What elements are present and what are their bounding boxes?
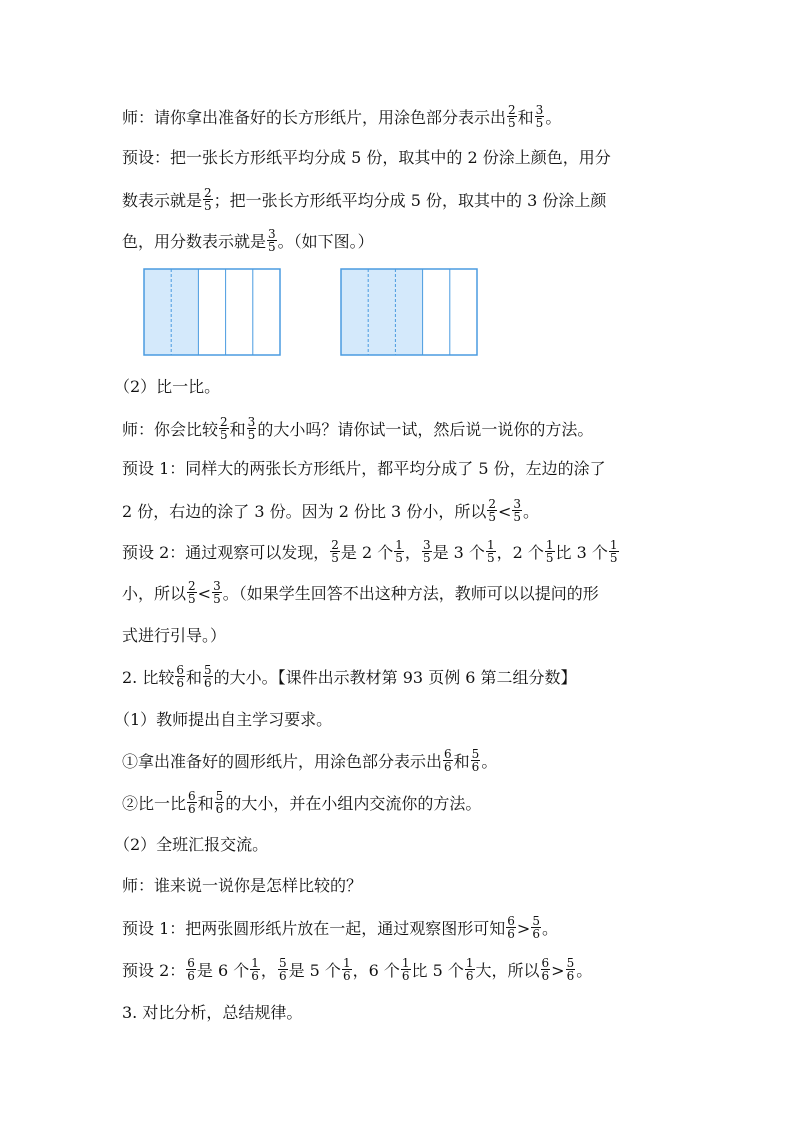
fraction-numerator: 3 bbox=[247, 415, 256, 429]
text-run: ， bbox=[260, 961, 277, 980]
fraction-numerator: 6 bbox=[507, 914, 515, 928]
fraction bbox=[566, 957, 576, 982]
fraction bbox=[422, 539, 432, 564]
section-heading bbox=[122, 1003, 302, 1023]
fraction-denominator: 5 bbox=[268, 240, 276, 254]
unshaded-part bbox=[226, 269, 253, 355]
fraction-denominator: 5 bbox=[188, 592, 196, 606]
text-run: 和 bbox=[186, 668, 203, 687]
paragraph-line bbox=[122, 789, 482, 817]
unshaded-part bbox=[198, 269, 225, 355]
paragraph-line bbox=[122, 914, 558, 942]
shaded-part bbox=[395, 269, 422, 355]
fraction bbox=[212, 580, 222, 605]
fraction bbox=[401, 957, 411, 982]
text-run: 比 5 个 bbox=[411, 961, 464, 980]
fraction-numerator: 1 bbox=[545, 538, 554, 552]
fraction-denominator: 5 bbox=[508, 116, 516, 130]
fraction-figure-right bbox=[340, 268, 478, 356]
fraction bbox=[175, 664, 185, 689]
fraction-denominator: 6 bbox=[507, 927, 515, 941]
fraction bbox=[535, 104, 545, 129]
fraction-denominator: 6 bbox=[541, 969, 550, 983]
fraction bbox=[342, 957, 352, 982]
fraction-denominator: 5 bbox=[486, 551, 495, 565]
text-run: 的大小，并在小组内交流你的方法。 bbox=[225, 794, 482, 813]
fraction-denominator: 6 bbox=[176, 676, 184, 690]
paragraph-line bbox=[122, 747, 498, 775]
shaded-part bbox=[341, 269, 368, 355]
fraction-numerator: 1 bbox=[342, 956, 351, 970]
fraction bbox=[609, 539, 619, 564]
fraction-denominator: 6 bbox=[251, 969, 259, 983]
fraction-numerator: 5 bbox=[204, 663, 212, 677]
fraction-numerator: 5 bbox=[532, 914, 540, 928]
fraction-denominator: 5 bbox=[535, 116, 544, 130]
text-run: 式进行引导。） bbox=[122, 626, 227, 645]
section-heading bbox=[114, 710, 332, 730]
text-run: 和 bbox=[197, 794, 214, 813]
shaded-part bbox=[144, 269, 171, 355]
fraction-numerator: 3 bbox=[268, 227, 276, 241]
fraction bbox=[330, 539, 340, 564]
fraction bbox=[187, 580, 197, 605]
text-run: （1）教师提出自主学习要求。 bbox=[114, 710, 333, 729]
fraction-numerator: 2 bbox=[204, 186, 212, 200]
paragraph-line bbox=[122, 148, 611, 168]
text-run: < bbox=[197, 584, 212, 603]
shaded-part bbox=[171, 269, 198, 355]
fraction-numerator: 3 bbox=[213, 579, 221, 593]
text-run: 是 5 个 bbox=[288, 961, 341, 980]
text-run: 预设：把一张长方形纸平均分成 5 份，取其中的 2 份涂上颜色，用分 bbox=[122, 148, 611, 167]
fraction-numerator: 6 bbox=[444, 747, 452, 761]
section-heading bbox=[114, 377, 220, 397]
text-run: 比 3 个 bbox=[555, 543, 608, 562]
text-run: 和 bbox=[517, 108, 534, 127]
paragraph-line bbox=[122, 876, 362, 896]
paragraph-line bbox=[122, 579, 599, 607]
fraction bbox=[531, 915, 541, 940]
text-run: 预设 1：同样大的两张长方形纸片，都平均分成了 5 份，左边的涂了 bbox=[122, 459, 606, 478]
text-run: 2 份，右边的涂了 3 份。因为 2 份比 3 份小，所以 bbox=[122, 502, 487, 521]
fraction bbox=[486, 539, 496, 564]
text-run: 师：谁来说一说你是怎样比较的？ bbox=[122, 876, 363, 895]
fraction-denominator: 5 bbox=[422, 551, 431, 565]
text-run: 。 bbox=[576, 961, 593, 980]
text-run: 的大小。【课件出示教材第 93 页例 6 第二组分数】 bbox=[213, 668, 577, 687]
text-run: ；把一张长方形纸平均分成 5 份，取其中的 3 份涂上颜 bbox=[213, 191, 607, 210]
fraction-numerator: 1 bbox=[465, 956, 474, 970]
text-run: 大，所以 bbox=[475, 961, 540, 980]
fraction-denominator: 6 bbox=[471, 760, 480, 774]
fraction bbox=[487, 498, 497, 523]
fraction-numerator: 6 bbox=[188, 789, 196, 803]
text-run: > bbox=[516, 919, 531, 938]
fraction bbox=[187, 790, 197, 815]
fraction-numerator: 5 bbox=[566, 956, 575, 970]
text-run: 2. 比较 bbox=[122, 668, 175, 687]
text-run: 是 6 个 bbox=[196, 961, 250, 980]
paragraph-line bbox=[122, 497, 540, 525]
fraction-numerator: 2 bbox=[188, 579, 196, 593]
partitioned-rectangle bbox=[340, 268, 478, 356]
text-run: 预设 1：把两张圆形纸片放在一起，通过观察图形可知 bbox=[122, 919, 506, 938]
fraction bbox=[186, 957, 196, 982]
text-run: 师：请你拿出准备好的长方形纸片，用涂色部分表示出 bbox=[122, 108, 507, 127]
fraction-denominator: 5 bbox=[395, 551, 403, 565]
fraction-denominator: 6 bbox=[401, 969, 410, 983]
text-run: 预设 2：通过观察可以发现， bbox=[122, 543, 330, 562]
fraction-denominator: 6 bbox=[532, 927, 540, 941]
fraction bbox=[545, 539, 555, 564]
section-heading bbox=[114, 835, 268, 855]
fraction-denominator: 6 bbox=[465, 969, 474, 983]
text-run: > bbox=[551, 961, 565, 980]
fraction-numerator: 6 bbox=[541, 956, 550, 970]
fraction-numerator: 3 bbox=[513, 497, 522, 511]
text-run: 。（如下图。） bbox=[277, 232, 374, 251]
fraction bbox=[203, 664, 213, 689]
fraction-numerator: 3 bbox=[422, 538, 431, 552]
fraction-denominator: 5 bbox=[331, 551, 339, 565]
fraction bbox=[215, 790, 225, 815]
fraction-denominator: 5 bbox=[220, 428, 228, 442]
fraction-numerator: 5 bbox=[471, 747, 480, 761]
paragraph-line bbox=[122, 227, 374, 255]
fraction bbox=[394, 539, 404, 564]
fraction bbox=[278, 957, 288, 982]
fraction bbox=[247, 416, 257, 441]
text-run: 预设 2： bbox=[122, 961, 186, 980]
text-run: 3. 对比分析，总结规律。 bbox=[122, 1003, 303, 1022]
fraction bbox=[507, 104, 517, 129]
shaded-part bbox=[368, 269, 395, 355]
fraction-numerator: 6 bbox=[187, 956, 195, 970]
fraction-numerator: 1 bbox=[609, 538, 618, 552]
fraction-figure-left bbox=[143, 268, 281, 356]
paragraph-line bbox=[122, 459, 606, 479]
text-run: 色，用分数表示就是 bbox=[122, 232, 267, 251]
text-run: 。 bbox=[545, 108, 562, 127]
text-run: 小，所以 bbox=[122, 584, 187, 603]
fraction-numerator: 6 bbox=[176, 663, 184, 677]
text-run: < bbox=[497, 502, 512, 521]
fraction bbox=[465, 957, 475, 982]
fraction-denominator: 6 bbox=[215, 802, 224, 816]
text-run: 数表示就是 bbox=[122, 191, 203, 210]
paragraph-line bbox=[122, 626, 226, 646]
text-run: 是 3 个 bbox=[432, 543, 485, 562]
text-run: 是 2 个 bbox=[340, 543, 394, 562]
fraction bbox=[267, 228, 277, 253]
fraction-numerator: 1 bbox=[395, 538, 403, 552]
paragraph-line bbox=[122, 103, 562, 131]
fraction-numerator: 2 bbox=[488, 497, 496, 511]
fraction-denominator: 5 bbox=[213, 592, 221, 606]
fraction bbox=[512, 498, 522, 523]
fraction bbox=[203, 187, 213, 212]
text-run: ， bbox=[404, 543, 421, 562]
text-run: 。 bbox=[481, 752, 498, 771]
fraction-denominator: 5 bbox=[488, 510, 496, 524]
fraction-numerator: 1 bbox=[251, 956, 259, 970]
text-run: 。（如果学生回答不出这种方法，教师可以以提问的形 bbox=[222, 584, 599, 603]
fraction-denominator: 6 bbox=[278, 969, 287, 983]
fraction-numerator: 2 bbox=[220, 415, 228, 429]
fraction bbox=[219, 416, 229, 441]
paragraph-line bbox=[122, 415, 594, 443]
fraction-denominator: 5 bbox=[609, 551, 618, 565]
fraction-numerator: 1 bbox=[401, 956, 410, 970]
fraction-denominator: 6 bbox=[188, 802, 196, 816]
fraction-numerator: 3 bbox=[535, 103, 544, 117]
fraction bbox=[443, 748, 453, 773]
fraction-denominator: 5 bbox=[247, 428, 256, 442]
fraction-numerator: 1 bbox=[486, 538, 495, 552]
text-run: 。 bbox=[541, 919, 558, 938]
section-heading bbox=[122, 663, 577, 691]
text-run: 。 bbox=[523, 502, 540, 521]
fraction-numerator: 2 bbox=[331, 538, 339, 552]
text-run: ①拿出准备好的圆形纸片，用涂色部分表示出 bbox=[122, 752, 443, 771]
fraction bbox=[541, 957, 551, 982]
fraction-numerator: 2 bbox=[508, 103, 516, 117]
fraction-denominator: 6 bbox=[566, 969, 575, 983]
unshaded-part bbox=[423, 269, 450, 355]
fraction-denominator: 6 bbox=[342, 969, 351, 983]
text-run: （2）全班汇报交流。 bbox=[114, 835, 269, 854]
paragraph-line bbox=[122, 186, 607, 214]
text-run: 和 bbox=[229, 420, 246, 439]
fraction-numerator: 5 bbox=[278, 956, 287, 970]
text-run: ，2 个 bbox=[496, 543, 544, 562]
text-run: ②比一比 bbox=[122, 794, 187, 813]
unshaded-part bbox=[253, 269, 280, 355]
text-run: 和 bbox=[453, 752, 470, 771]
fraction-denominator: 5 bbox=[545, 551, 554, 565]
text-run: ，6 个 bbox=[352, 961, 400, 980]
text-run: （2）比一比。 bbox=[114, 377, 221, 396]
fraction-denominator: 6 bbox=[204, 676, 212, 690]
fraction bbox=[471, 748, 481, 773]
fraction-denominator: 6 bbox=[444, 760, 452, 774]
fraction bbox=[250, 957, 260, 982]
paragraph-line bbox=[122, 956, 593, 984]
unshaded-part bbox=[450, 269, 477, 355]
text-run: 师：你会比较 bbox=[122, 420, 219, 439]
fraction-denominator: 6 bbox=[187, 969, 195, 983]
fraction-denominator: 5 bbox=[204, 199, 212, 213]
text-run: 的大小吗？请你试一试，然后说一说你的方法。 bbox=[257, 420, 594, 439]
fraction-numerator: 5 bbox=[215, 789, 224, 803]
fraction-denominator: 5 bbox=[513, 510, 522, 524]
paragraph-line bbox=[122, 538, 620, 566]
partitioned-rectangle bbox=[143, 268, 281, 356]
fraction bbox=[506, 915, 516, 940]
